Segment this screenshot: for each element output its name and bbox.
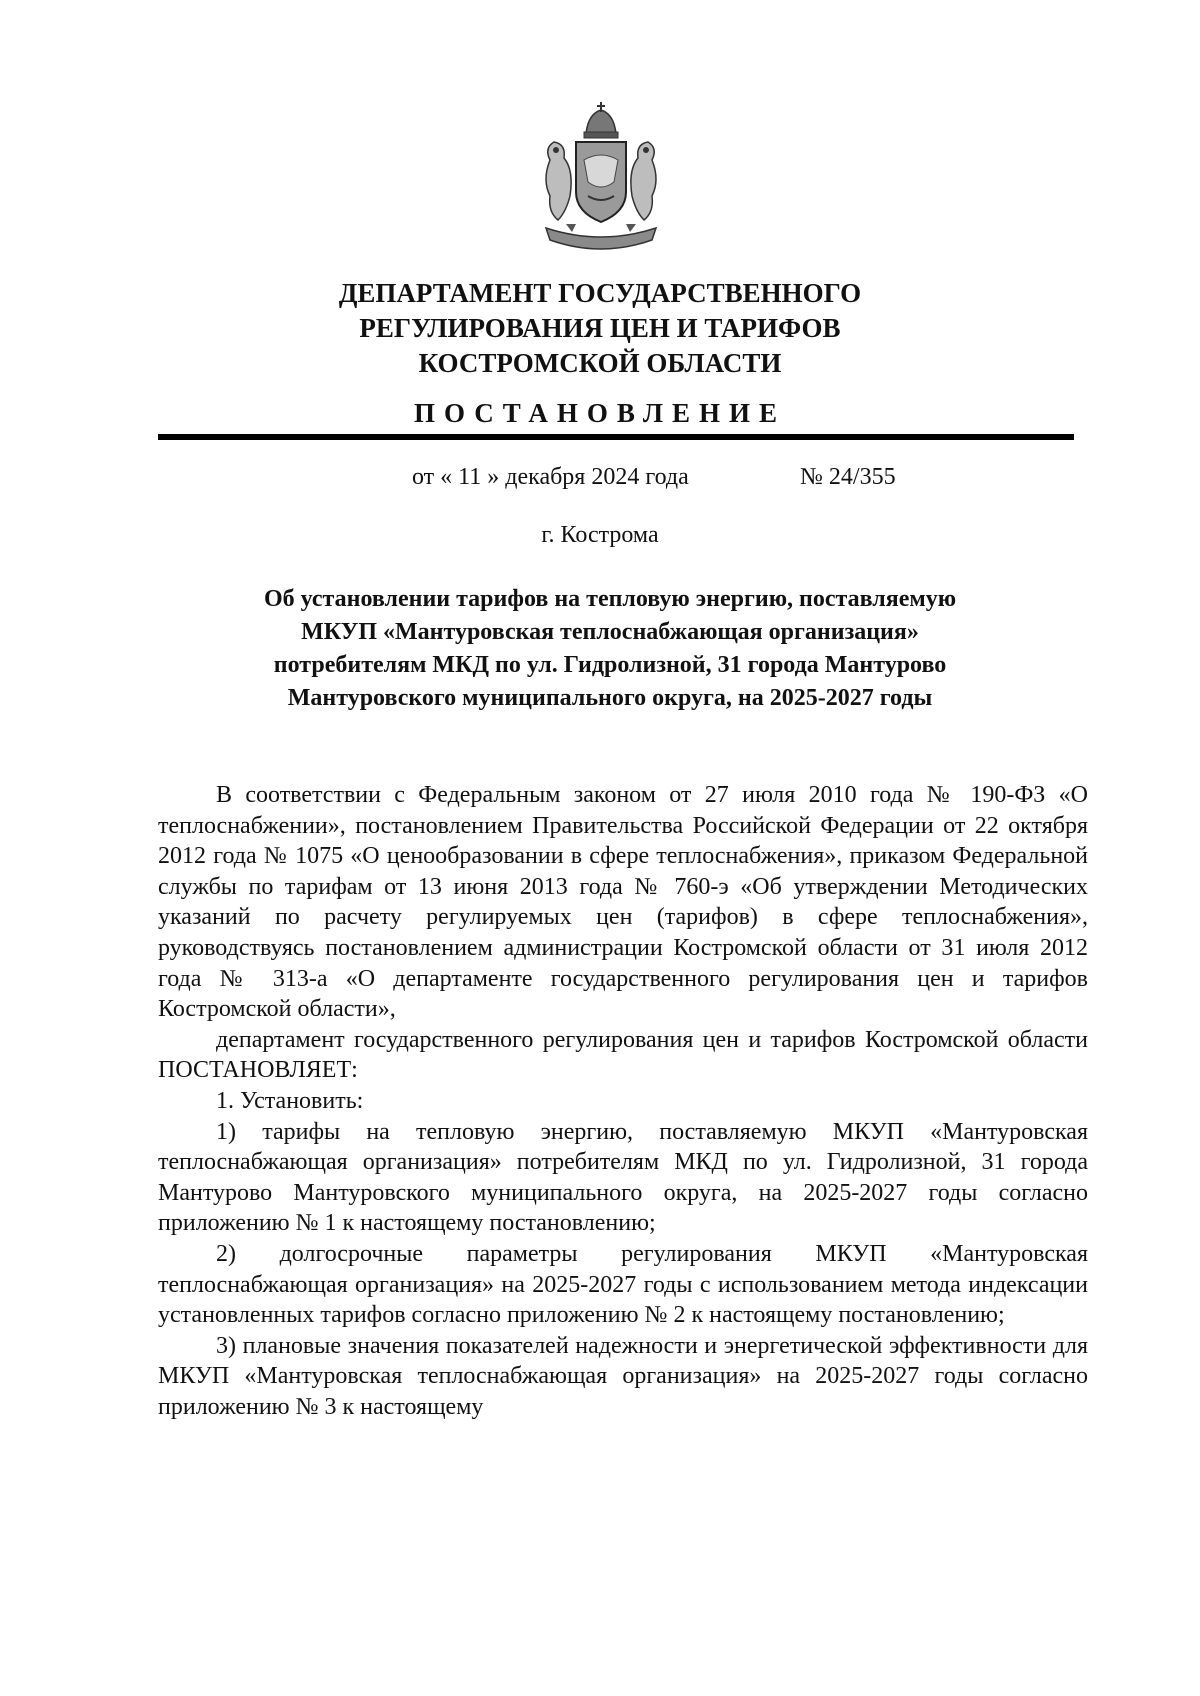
body-paragraph: 2) долгосрочные параметры регулирования МКУП «Мантуровская теплоснабжающая организация» на 2025-2027 годы с использованием метода индексации установленных тарифов согласно приложению № 2 к настоящему постановлению; <box>158 1240 1088 1329</box>
document-body <box>158 780 1088 1422</box>
document-type-heading: ПОСТАНОВЛЕНИЕ <box>413 398 787 428</box>
body-paragraph: департамент государственного регулирования цен и тарифов Костромской области ПОСТАНОВЛЯЕТ: <box>158 1026 1088 1084</box>
document-date: от « 11 » декабря 2024 года <box>412 464 689 490</box>
header-divider <box>158 434 1074 440</box>
body-paragraph: 3) плановые значения показателей надежности и энергетической эффективности для МКУП «Мантуровская теплоснабжающая организация» на 2025-2027 годы согласно приложению № 3 к настоящему <box>158 1332 1088 1420</box>
document-subject <box>160 583 1060 715</box>
subject-line: потребителям МКД по ул. Гидролизной, 31 города Мантурово <box>273 652 947 678</box>
subject-line: МКУП «Мантуровская теплоснабжающая организация» <box>301 619 919 645</box>
body-paragraph: В соответствии с Федеральным законом от 27 июля 2010 года № 190-ФЗ «О теплоснабжении», постановлением Правительства Российской Федерации от 22 октября 2012 года № 1075 «О ценообразовании в сфере теплоснабжения», приказом Федеральной службы по тарифам от 13 июня 2013 года № 760-э «Об утверждении Методических указаний по расчету регулируемых цен (тарифов) в сфере теплоснабжения», руководствуясь постановлением администрации Костромской области от 31 июля 2012 года № 313-а «О департаменте государственного регулирования цен и тарифов Костромской области», <box>158 782 1088 1023</box>
subject-line: Об установлении тарифов на тепловую энергию, поставляемую <box>263 586 957 612</box>
document-number: № 24/355 <box>800 464 896 490</box>
department-line: ДЕПАРТАМЕНТ ГОСУДАРСТВЕННОГО <box>338 278 862 308</box>
document-city: г. Кострома <box>541 522 659 548</box>
body-paragraph: 1. Установить: <box>216 1087 364 1114</box>
coat-of-arms-icon <box>536 100 666 258</box>
department-line: КОСТРОМСКОЙ ОБЛАСТИ <box>418 348 782 378</box>
department-name <box>160 276 1040 381</box>
department-line: РЕГУЛИРОВАНИЯ ЦЕН И ТАРИФОВ <box>359 313 841 343</box>
subject-line: Мантуровского муниципального округа, на 2025-2027 годы <box>287 685 933 711</box>
body-paragraph: 1) тарифы на тепловую энергию, поставляемую МКУП «Мантуровская теплоснабжающая организация» потребителям МКД по ул. Гидролизной, 31 города Мантурово Мантуровского муниципального округа, на 2025-2027 годы согласно приложению № 1 к настоящему постановлению; <box>158 1118 1088 1237</box>
